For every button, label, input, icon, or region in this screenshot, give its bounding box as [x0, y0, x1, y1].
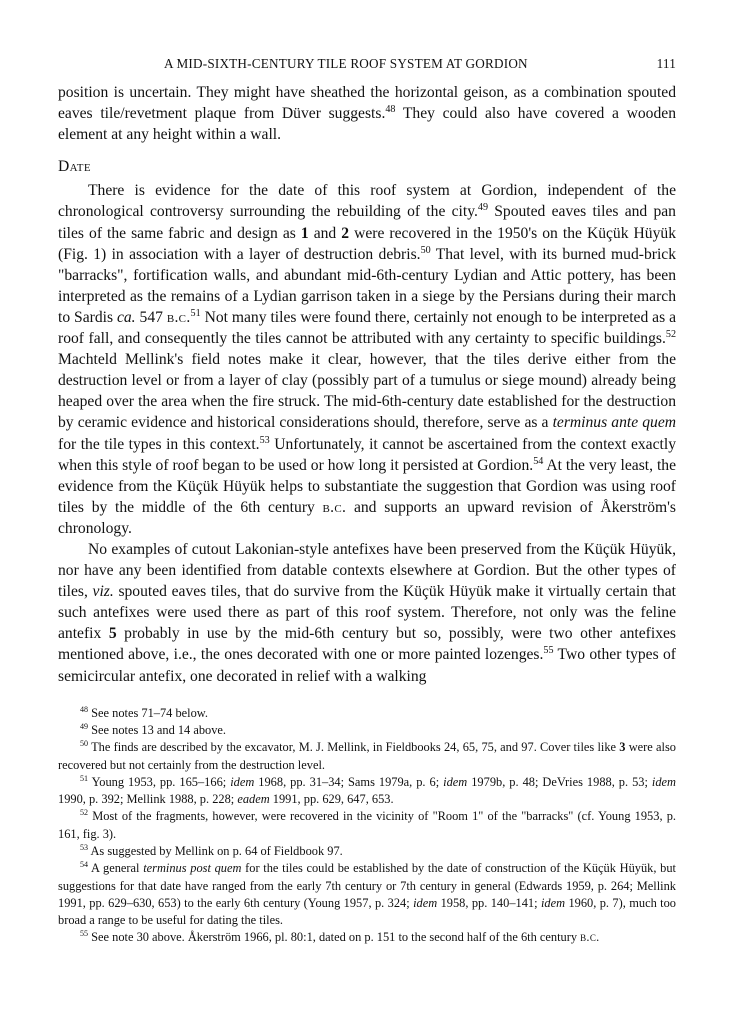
- footnote-ref-48[interactable]: 48: [385, 103, 396, 115]
- footnote-52: $^{52}$ Most of the fragments, however, were recovered in the vicinity of "Room 1" of the "barracks" (cf. Young 1953, p. 161, fig. 3).: [58, 808, 676, 841]
- footnote-ref-52[interactable]: 52: [665, 328, 676, 340]
- main-text: [58, 82, 676, 687]
- footnote-ref-49[interactable]: 49: [477, 202, 488, 214]
- catalog-ref-5: 5: [108, 625, 117, 643]
- footnote-ref-55[interactable]: 55: [543, 645, 554, 657]
- catalog-ref-1: 1: [300, 224, 309, 242]
- footnote-55: $^{55}$ See note 30 above. Åkerström 1966, pl. 80:1, dated on p. 151 to the second half of the 6th century b.c.: [80, 929, 600, 945]
- catalog-ref-2: 2: [341, 224, 350, 242]
- footnote-ref-54[interactable]: 54: [533, 455, 544, 467]
- footnote-53: $^{53}$ As suggested by Mellink on p. 64 of Fieldbook 97.: [80, 842, 343, 858]
- running-header: [58, 56, 676, 82]
- running-title: A MID-SIXTH-CENTURY TILE ROOF SYSTEM AT GORDION: [164, 56, 528, 71]
- paragraph-2: No examples of cutout Lakonian-style antefixes have been preserved from the Küçük Hüyük, nor have any been identified from datable contexts elsewhere at Gordion. But the other types of tiles, viz. spouted eaves tiles, that do survive from the Küçük Hüyük make it virtually certain that such antefixes were used there as part of this roof system. Therefore, not only was the feline antefix 5 probably in use by the mid-6th century but so, possibly, were two other antefixes mentioned above, i.e., the ones decorated with one or more painted lozenges.$^{55}$ Two other types of semicircular antefix, one decorated in relief with a walking: [58, 540, 676, 685]
- paragraph-1: There is evidence for the date of this roof system at Gordion, independent of the chronological controversy surrounding the rebuilding of the city.$^{49}$ Spouted eaves tiles and pan tiles of the same fabric and design as 1 and 2 were recovered in the 1950's on the Küçük Hüyük (Fig. 1) in association with a layer of destruction debris.$^{50}$ That level, with its burned mud-brick "barracks", fortification walls, and abundant mid-6th-century Lydian and Attic pottery, has been interpreted as the remains of a Lydian garrison taken in a siege by the Persians during their march to Sardis ca. 547 b.c.$^{51}$ Not many tiles were found there, certainly not enough to be interpreted as a roof fall, and consequently the tiles cannot be attributed with any certainty to specific buildings.$^{52}$ Machteld Mellink's field notes make it clear, however, that the tiles derive either from the destruction level or from a layer of clay (possibly part of a tumulus or siege mound) already being heaped over the area when the fire struck. The mid-6th-century date established for the destruction by ceramic evidence and historical considerations should, therefore, serve as a terminus ante quem for the tile types in this context.$^{53}$ Unfortunately, it cannot be ascertained from the context exactly when this style of roof began to be used or how long it persisted at Gordion.$^{54}$ At the very least, the evidence from the Küçük Hüyük helps to substantiate the suggestion that Gordion was using roof tiles by the middle of the 6th century b.c. and supports an upward revision of Åkerström's chronology.: [58, 182, 677, 537]
- footnote-49: $^{49}$ See notes 13 and 14 above.: [80, 721, 227, 737]
- section-heading-date: Date: [58, 158, 92, 176]
- footnote-51: $^{51}$ Young 1953, pp. 165–166; idem 1968, pp. 31–34; Sams 1979a, p. 6; idem 1979b, p. 48; DeVries 1988, p. 53; idem 1990, p. 392; Mellink 1988, p. 228; eadem 1991, pp. 629, 647, 653.: [58, 773, 676, 807]
- footnote-50: $^{50}$ The finds are described by the excavator, M. J. Mellink, in Fieldbooks 24, 65, 75, and 97. Cover tiles like 3 were also recovered but not certainly from the destruction level.: [58, 739, 677, 772]
- footnote-48: $^{48}$ See notes 71–74 below.: [80, 704, 209, 720]
- footnotes: [58, 705, 676, 947]
- page: [58, 56, 676, 947]
- footnote-ref-50[interactable]: 50: [420, 244, 431, 256]
- footnote-ref-51[interactable]: 51: [190, 307, 201, 319]
- footnote-ref-53[interactable]: 53: [259, 434, 270, 446]
- page-number: 111: [656, 56, 676, 71]
- footnote-54: $^{54}$ A general terminus post quem for the tiles could be established by the date of construction of the Küçük Hüyük, but suggestions for that date have ranged from the early 7th century or 7th century in general (Edwards 1959, p. 264; Mellink 1991, pp. 629–630, 653) to the early 6th century (Young 1957, p. 324; idem 1958, pp. 140–141; idem 1960, p. 7), much too broad a range to be useful for dating the tiles.: [58, 860, 677, 928]
- paragraph-0: position is uncertain. They might have sheathed the horizontal geison, as a combination spouted eaves tile/revetment plaque from Düver suggests.$^{48}$ They could also have covered a wooden element at any height within a wall.: [58, 84, 676, 144]
